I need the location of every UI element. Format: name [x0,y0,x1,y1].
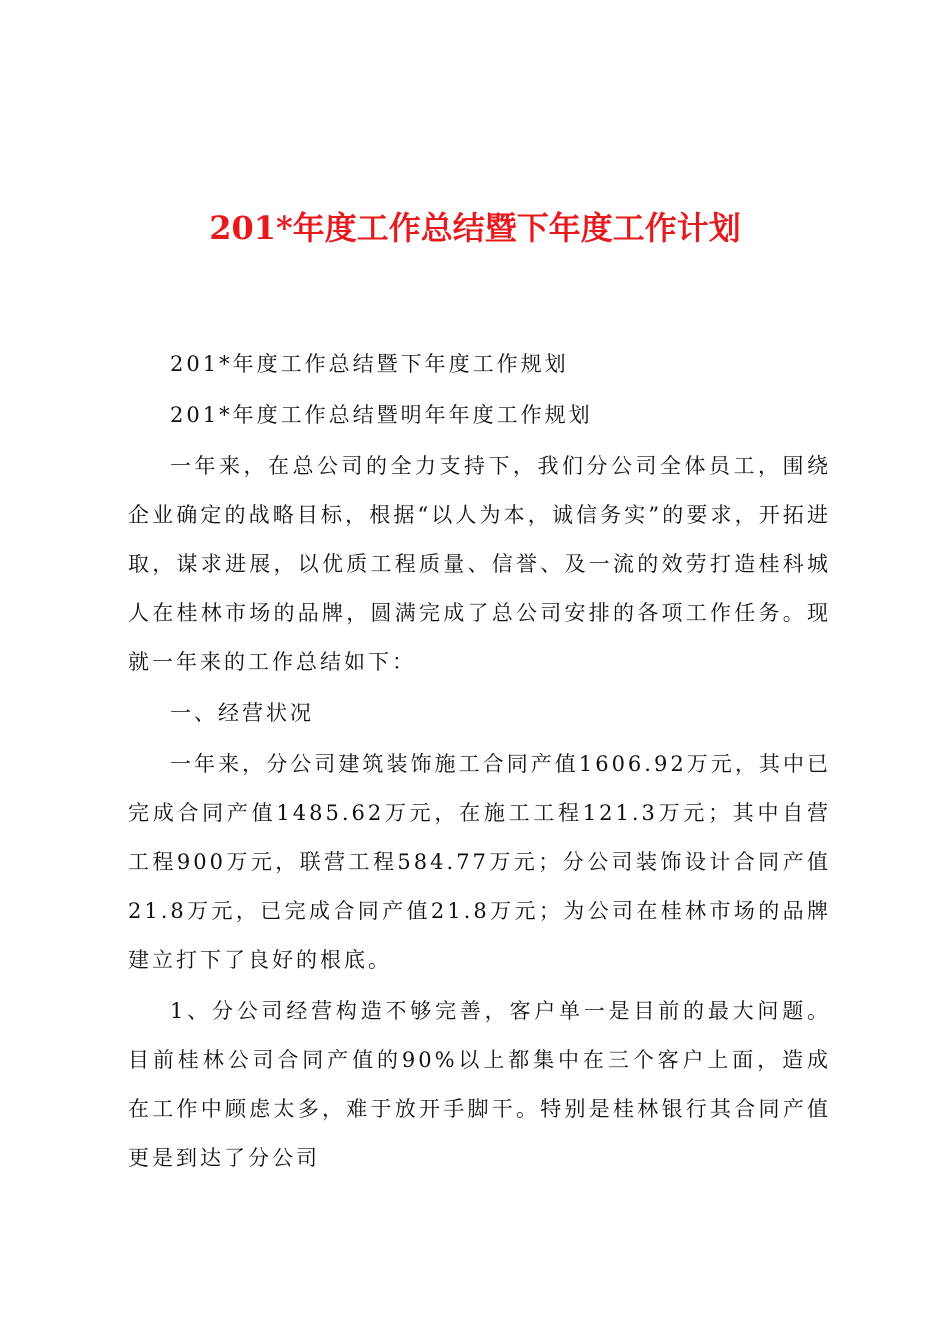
document-body [128,340,831,1185]
issue-paragraph-1: 1、分公司经营构造不够完善，客户单一是目前的最大问题。目前桂林公司合同产值的90%以上都集中在三个客户上面，造成在工作中顾虑太多，难于放开手脚干。特别是桂林银行其合同产值更是到达了分公司 [128,999,831,1170]
operations-paragraph: 一年来，分公司建筑装饰施工合同产值1606.92万元，其中已完成合同产值1485.62万元，在施工工程121.3万元；其中自营工程900万元，联营工程584.77万元；分公司装饰设计合同产值21.8万元，已完成合同产值21.8万元；为公司在桂林市场的品牌建立打下了良好的根底。 [128,752,831,972]
document-title: 201*年度工作总结暨下年度工作计划 [209,209,741,247]
subtitle-line-1: 201*年度工作总结暨下年度工作规划 [170,352,569,376]
subtitle-line-2: 201*年度工作总结暨明年年度工作规划 [170,403,593,427]
section-heading-operations: 一、经营状况 [170,701,314,725]
intro-paragraph: 一年来，在总公司的全力支持下，我们分公司全体员工，围绕企业确定的战略目标，根据“以人为本，诚信务实”的要求，开拓进取，谋求进展，以优质工程质量、信誉、及一流的效劳打造桂科城人在桂林市场的品牌，圆满完成了总公司安排的各项工作任务。现就一年来的工作总结如下： [128,454,831,674]
